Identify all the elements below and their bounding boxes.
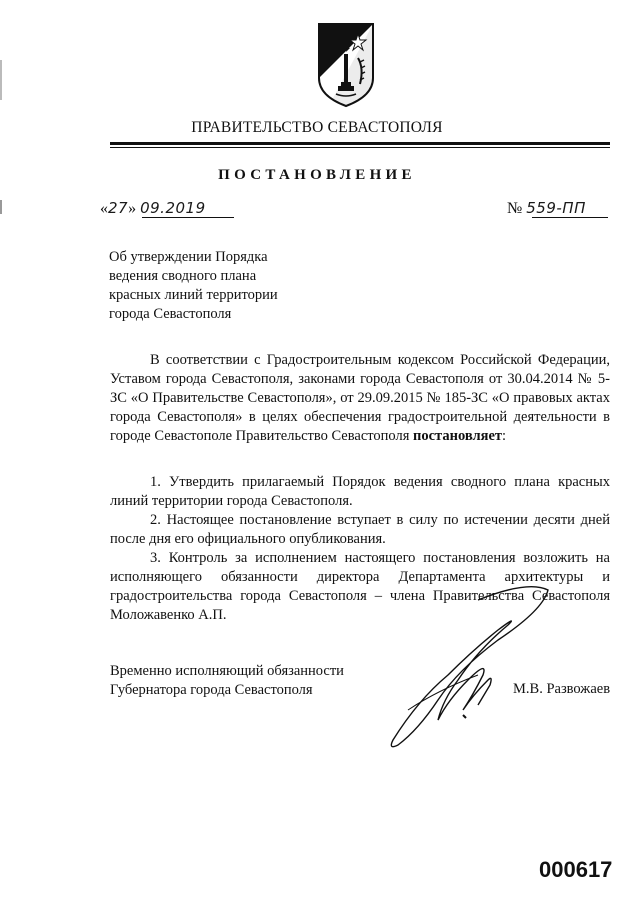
date-quote-open: «: [100, 200, 108, 217]
document-type: ПОСТАНОВЛЕНИЕ: [218, 167, 416, 183]
date-day: 27: [108, 199, 129, 217]
document-number: [507, 199, 586, 218]
scan-margin-mark: [0, 200, 2, 214]
subject-line: ведения сводного плана: [109, 268, 257, 284]
item-1: 1. Утвердить прилагаемый Порядок ведения сводного плана красных линий территории города Севастополя.: [110, 474, 610, 509]
header-rule-thin: [110, 147, 610, 148]
signatory-title-line: Губернатора города Севастополя: [110, 682, 313, 698]
handwritten-signature: [378, 580, 568, 760]
document-subject: [109, 248, 278, 324]
item-3: 3. Контроль за исполнением настоящего постановления возложить на исполняющего обязанности директора Департамента архитектуры и градостроительства города Севастополя – члена Правительства Севастополя Моложавенко А.П.: [110, 550, 610, 623]
subject-line: Об утверждении Порядка: [109, 249, 268, 265]
serial-number: 000617: [539, 857, 613, 882]
date-underline: [142, 217, 234, 218]
preamble-bold: постановляет: [413, 428, 503, 444]
signatory-title-line: Временно исполняющий обязанности: [110, 663, 344, 679]
header-rule-thick: [110, 142, 610, 145]
preamble-paragraph: [110, 351, 610, 446]
subject-line: красных линий территории: [109, 287, 278, 303]
subject-line: города Севастополя: [109, 306, 232, 322]
preamble-text: В соответствии с Градостроительным кодексом Российской Федерации, Уставом города Севастополя, законами города Севастополя от 30.04.2014 № 5-ЗС «О Правительстве Севастополя», от 29.09.2015 № 185-ЗС «О правовых актах города Севастополя» в целях обеспечения градостроительной деятельности в городе Севастополе Правительство Севастополя: [110, 352, 610, 444]
government-title: ПРАВИТЕЛЬСТВО СЕВАСТОПОЛЯ: [191, 119, 443, 136]
number-prefix: №: [507, 200, 523, 217]
preamble-end: :: [502, 428, 507, 444]
document-date: [100, 199, 206, 218]
date-quote-close: »: [128, 200, 137, 217]
number-underline: [532, 217, 608, 218]
scan-margin-mark: [0, 60, 2, 100]
number-value: 559-ПП: [526, 199, 586, 217]
sevastopol-coat-of-arms-icon: [314, 18, 378, 110]
signatory-name: М.В. Развожаев: [513, 681, 611, 697]
item-2: 2. Настоящее постановление вступает в силу по истечении десяти дней после дня его официального опубликования.: [110, 512, 610, 547]
signatory-title: [110, 662, 344, 700]
date-month-year: 09.2019: [140, 199, 206, 217]
